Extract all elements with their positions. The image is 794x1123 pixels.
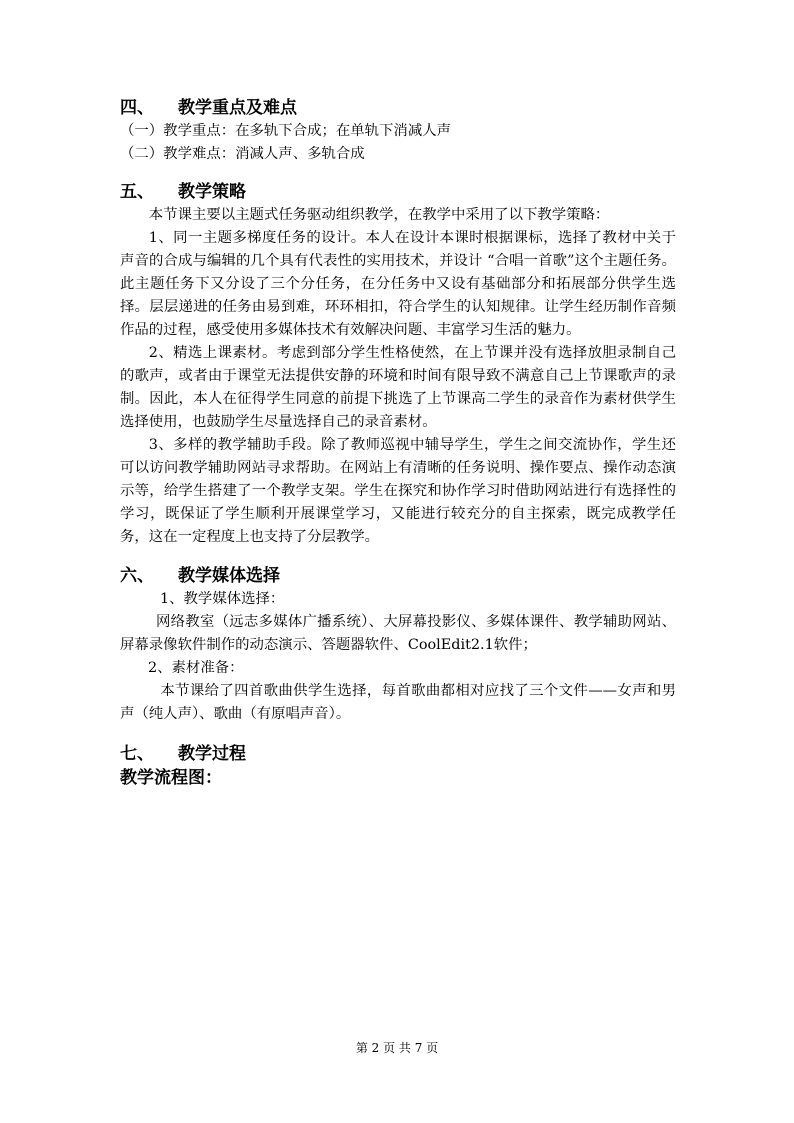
key-point-line: （一）教学重点：在多轨下合成；在单轨下消减人声 (120, 123, 451, 139)
section-5-number: 五、 (120, 182, 154, 202)
strategy-paragraph-1: 1、同一主题多梯度任务的设计。本人在设计本课时根据课标，选择了教材中关于声音的合成与编辑的几个具有代表性的实用技术，并设计 “合唱一首歌”这个主题任务。此主题任务下又分设了三个分任务，在分任务中又设有基础部分和拓展部分供学生选择。层层递进的任务由易到难，环环相扣，符合学生的认知规律。让学生经历制作音频作品的过程，感受使用多媒体技术有效解决问题、丰富学习生活的魅力。 (120, 230, 676, 338)
section-5-heading (120, 180, 676, 204)
strategy-intro: 本节课主要以主题式任务驱动组织教学，在教学中采用了以下教学策略： (148, 207, 610, 223)
flowchart-label: 教学流程图： (120, 768, 222, 788)
section-7-title: 教学过程 (178, 744, 246, 764)
material-prep-label: 2、素材准备： (148, 660, 244, 676)
section-4-number: 四、 (120, 98, 154, 118)
difficult-point-line: （二）教学难点：消减人声、多轨合成 (120, 146, 365, 162)
section-7-number: 七、 (120, 744, 154, 764)
section-6-title: 教学媒体选择 (178, 566, 280, 586)
strategy-paragraph-2: 2、精选上课素材。考虑到部分学生性格使然，在上节课并没有选择放胆录制自己的歌声，或者由于课堂无法提供安静的环境和时间有限导致不满意自己上节课歌声的录制。因此，本人在征得学生同意的前提下挑选了上节课高二学生的录音作为素材供学生选择使用，也鼓励学生尽量选择自己的录音素材。 (120, 345, 676, 430)
material-prep-text: 本节课给了四首歌曲供学生选择，每首歌曲都相对应找了三个文件——女声和男声（纯人声）、歌曲（有原唱声音）。 (120, 683, 676, 722)
section-4-heading (120, 96, 676, 120)
section-5-title: 教学策略 (178, 182, 246, 202)
page-footer: 第 2 页 共 7 页 (355, 1041, 439, 1055)
section-4-title: 教学重点及难点 (178, 98, 297, 118)
section-6-number: 六、 (120, 566, 154, 586)
section-7-heading (120, 742, 676, 766)
section-6-heading (120, 564, 676, 588)
page-content (120, 96, 676, 790)
media-selection-text: 网络教室（远志多媒体广播系统）、大屏幕投影仪、多媒体课件、教学辅助网站、屏幕录像软件制作的动态演示、答题器软件、CoolEdit2.1软件； (120, 614, 676, 653)
media-selection-label: 1、教学媒体选择： (160, 591, 285, 607)
strategy-paragraph-3: 3、多样的教学辅助手段。除了教师巡视中辅导学生，学生之间交流协作，学生还可以访问教学辅助网站寻求帮助。在网站上有清晰的任务说明、操作要点、操作动态演示等，给学生搭建了一个教学支架。学生在探究和协作学习时借助网站进行有选择性的学习，既保证了学生顺利开展课堂学习，又能进行较充分的自主探索，既完成教学任务，这在一定程度上也支持了分层教学。 (120, 437, 676, 545)
